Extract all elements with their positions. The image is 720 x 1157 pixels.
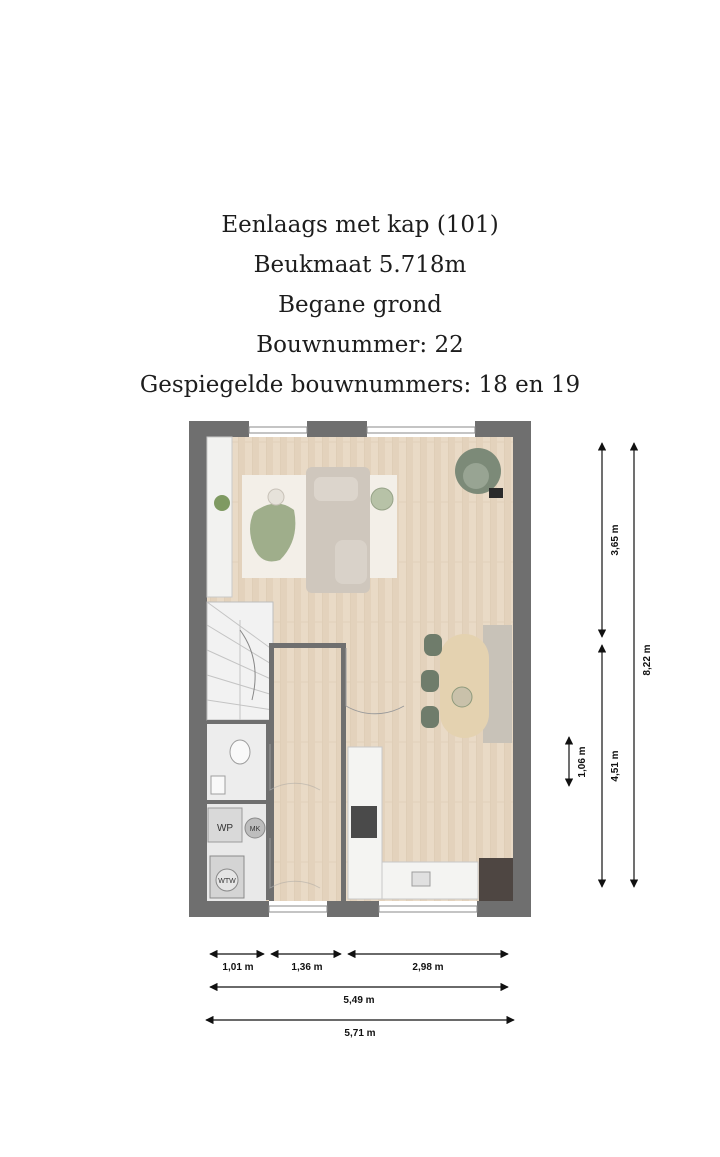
dim-outer-total-label: 5,71 m	[344, 1028, 376, 1039]
tall-cabinet	[479, 858, 513, 901]
staircase	[207, 602, 273, 720]
cooktop	[351, 806, 377, 838]
hall-floor	[274, 648, 341, 901]
table-flowers	[452, 687, 472, 707]
title-mirrored: Gespiegelde bouwnummers: 18 en 19	[139, 372, 581, 398]
wall-cabinet	[207, 437, 232, 597]
kitchen-sink	[412, 872, 430, 886]
dining-table	[440, 634, 489, 738]
dim-small-label: 1,06 m	[577, 746, 588, 778]
washbasin	[211, 776, 225, 794]
title-type: Eenlaags met kap (101)	[221, 212, 499, 238]
title-beukmaat: Beukmaat 5.718m	[253, 252, 467, 278]
wp-label: WP	[216, 823, 234, 834]
dimension-lines-right	[569, 443, 634, 887]
floor-lamp	[489, 488, 503, 498]
dining-chairs	[421, 634, 442, 728]
toilet-icon	[230, 740, 250, 764]
sofa-cushion-2	[335, 540, 367, 584]
dim-seg3-label: 2,98 m	[412, 962, 444, 973]
dim-seg2-label: 1,36 m	[291, 962, 323, 973]
plant-icon	[214, 495, 230, 511]
title-bouwnummer: Bouwnummer: 22	[256, 332, 464, 358]
small-table	[268, 489, 284, 505]
title-floor: Begane grond	[278, 292, 442, 318]
wtw-label: WTW	[218, 878, 236, 885]
dim-inner-total-label: 5,49 m	[343, 995, 375, 1006]
side-table	[371, 488, 393, 510]
dim-seg1-label: 1,01 m	[222, 962, 254, 973]
dim-lower-label: 4,51 m	[610, 750, 621, 782]
sofa-cushion	[314, 477, 358, 501]
dim-total-label: 8,22 m	[642, 644, 653, 676]
armchair-seat	[463, 463, 489, 489]
mk-label: MK	[249, 826, 261, 833]
dim-upper-label: 3,65 m	[610, 524, 621, 556]
